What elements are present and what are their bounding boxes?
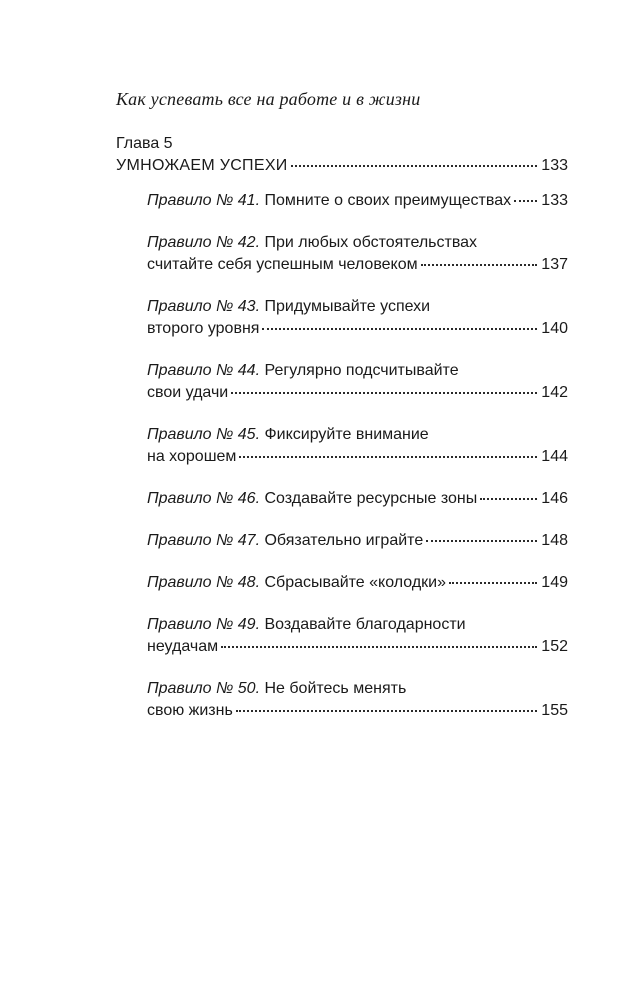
toc-entry-text [147,362,459,379]
rule-number: Правило № 43. [147,298,261,315]
rule-number: Правило № 47. [147,532,261,549]
toc-entry [147,360,568,404]
toc-entry-line [147,700,568,722]
toc-entry [147,296,568,340]
page-number: 155 [541,702,568,719]
chapter-title: УМНОЖАЕМ УСПЕХИ [116,157,288,174]
page-number: 149 [541,574,568,591]
toc-entry-text [147,636,218,658]
toc-entry-text [147,298,430,315]
toc-entry-text [147,318,259,340]
chapter-title-line [116,155,568,177]
rule-title: Помните о своих преимуществах [264,192,512,209]
toc-entry-text [147,680,406,697]
rule-title: При любых обстоятельствах [264,234,478,251]
rule-number: Правило № 41. [147,192,261,209]
toc-entry-line [147,232,568,254]
rule-title: Обязательно играйте [264,532,424,549]
toc-entry-text [147,190,511,212]
rule-title: второго уровня [147,320,260,337]
toc-entry-text [147,446,236,468]
page-number: 133 [541,192,568,209]
rule-number: Правило № 46. [147,490,261,507]
toc-entry-line [147,572,568,594]
toc-entry [147,232,568,276]
rule-title: Регулярно подсчитывайте [264,362,459,379]
rule-title: Сбрасывайте «колодки» [264,574,447,591]
running-head: Как успевать все на работе и в жизни [116,89,421,109]
page-number: 148 [541,532,568,549]
page-number: 146 [541,490,568,507]
dot-leader [480,497,537,500]
dot-leader [231,391,537,394]
toc-entry [147,530,568,552]
page-number: 142 [541,384,568,401]
toc-entry-line [147,190,568,212]
rule-number: Правило № 49. [147,616,261,633]
page-number: 152 [541,638,568,655]
toc-entry-line [147,254,568,276]
dot-leader [514,199,537,202]
page-number: 140 [541,320,568,337]
dot-leader [291,164,538,167]
rule-number: Правило № 42. [147,234,261,251]
rule-number: Правило № 44. [147,362,261,379]
toc-entry-text [147,426,429,443]
toc-entry-line [147,424,568,446]
toc-entry-text [147,254,418,276]
rule-title: свои удачи [147,384,229,401]
toc-entry-line [147,614,568,636]
dot-leader [239,455,537,458]
page-number: 144 [541,448,568,465]
toc-entry-line [147,446,568,468]
rule-title: Создавайте ресурсные зоны [264,490,478,507]
rule-title: Воздавайте благодарности [264,616,466,633]
toc-entry-line [147,318,568,340]
dot-leader [221,645,537,648]
rule-number: Правило № 48. [147,574,261,591]
rule-title: свою жизнь [147,702,233,719]
toc-entry-text [147,616,466,633]
table-of-contents [116,133,568,742]
toc-entry [147,614,568,658]
toc-entry-line [147,382,568,404]
toc-entry-line [147,530,568,552]
toc-entry-line [147,636,568,658]
page-number: 137 [541,256,568,273]
toc-entry [147,572,568,594]
chapter-page-number: 133 [541,157,568,174]
toc-entry-text [147,234,477,251]
rule-title: считайте себя успешным человеком [147,256,418,273]
rule-title: неудачам [147,638,219,655]
toc-entry-line [147,360,568,382]
chapter-label: Глава 5 [116,135,173,152]
dot-leader [236,709,537,712]
toc-entry-text [147,530,423,552]
dot-leader [262,327,537,330]
rule-number: Правило № 45. [147,426,261,443]
toc-entry-text [147,700,233,722]
toc-entry-text [147,382,228,404]
toc-entry [147,488,568,510]
dot-leader [421,263,538,266]
rule-title: Не бойтесь менять [264,680,407,697]
toc-entry-line [147,678,568,700]
dot-leader [426,539,537,542]
toc-entry-text [147,488,477,510]
dot-leader [449,581,537,584]
rule-title: на хорошем [147,448,237,465]
toc-entry [147,424,568,468]
toc-entry-text [147,572,446,594]
toc-entry [147,678,568,722]
rule-title: Придумывайте успехи [264,298,431,315]
rule-number: Правило № 50. [147,680,261,697]
toc-entry-line [147,488,568,510]
toc-entries [116,190,568,722]
toc-entry [147,190,568,212]
toc-entry-line [147,296,568,318]
rule-title: Фиксируйте внимание [264,426,429,443]
